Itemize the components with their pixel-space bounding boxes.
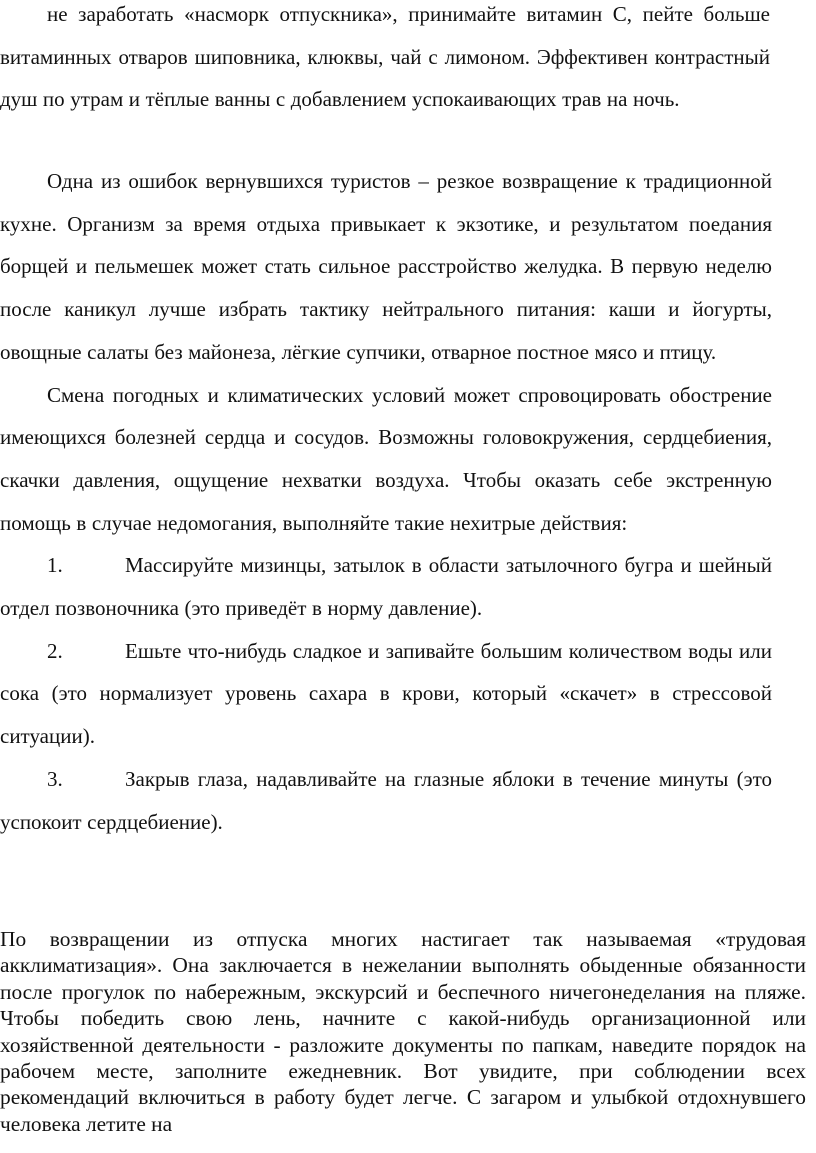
paragraph-work-acclimatization: По возвращении из отпуска многих настигает так называемая «трудовая акклиматизация». Она заключается в нежелании выполнять обыденные обязанности после прогулок по набережным, экскурсий и беспечного ничегонеделания на пляже. Чтобы победить свою лень, начните с какой-нибудь организационной или хозяйственной деятельности - разложите документы по папкам, наведите порядок на рабочем месте, заполните ежедневник. Вот увидите, при соблюдении всех рекомендаций включиться в работу будет легче. С загаром и улыбкой отдохнувшего человека летите на: [0, 927, 806, 1136]
list-item-text: Массируйте мизинцы, затылок в области затылочного бугра и шейный отдел позвоночника (это приведёт в норму давление).: [0, 553, 772, 621]
list-item: [0, 758, 772, 843]
list-item: [0, 544, 772, 629]
list-item-text: Ешьте что-нибудь сладкое и запивайте большим количеством воды или сока (это нормализует уровень сахара в крови, который «скачет» в стрессовой ситуации).: [0, 638, 772, 749]
paragraph-vitamins: не заработать «насморк отпускника», принимайте витамин С, пейте больше витаминных отваров шиповника, клюквы, чай с лимоном. Эффективен контрастный душ по утрам и тёплые ванны с добавлением успокаивающих трав на ночь.: [0, 2, 770, 112]
paragraph-cuisine: Одна из ошибок вернувшихся туристов – резкое возвращение к традиционной кухне. Организм за время отдыха привыкает к экзотике, и результатом поедания борщей и пельмешек может стать сильное расстройство желудка. В первую неделю после каникул лучше избрать тактику нейтрального питания: каши и йогурты, овощные салаты без майонеза, лёгкие супчики, отварное постное мясо и птицу.: [0, 169, 772, 364]
document-body: [0, 160, 772, 843]
list-item-text: Закрыв глаза, надавливайте на глазные яблоки в течение минуты (это успокоит сердцебиение).: [0, 766, 772, 834]
list-item-number: 3.: [47, 766, 63, 791]
paragraph-climate: Смена погодных и климатических условий может спровоцировать обострение имеющихся болезней сердца и сосудов. Возможны головокружения, сердцебиения, скачки давления, ощущение нехватки воздуха. Чтобы оказать себе экстренную помощь в случае недомогания, выполняйте такие нехитрые действия:: [0, 382, 772, 535]
list-item: [0, 630, 772, 758]
list-item-number: 1.: [47, 553, 63, 578]
list-item-number: 2.: [47, 638, 63, 663]
